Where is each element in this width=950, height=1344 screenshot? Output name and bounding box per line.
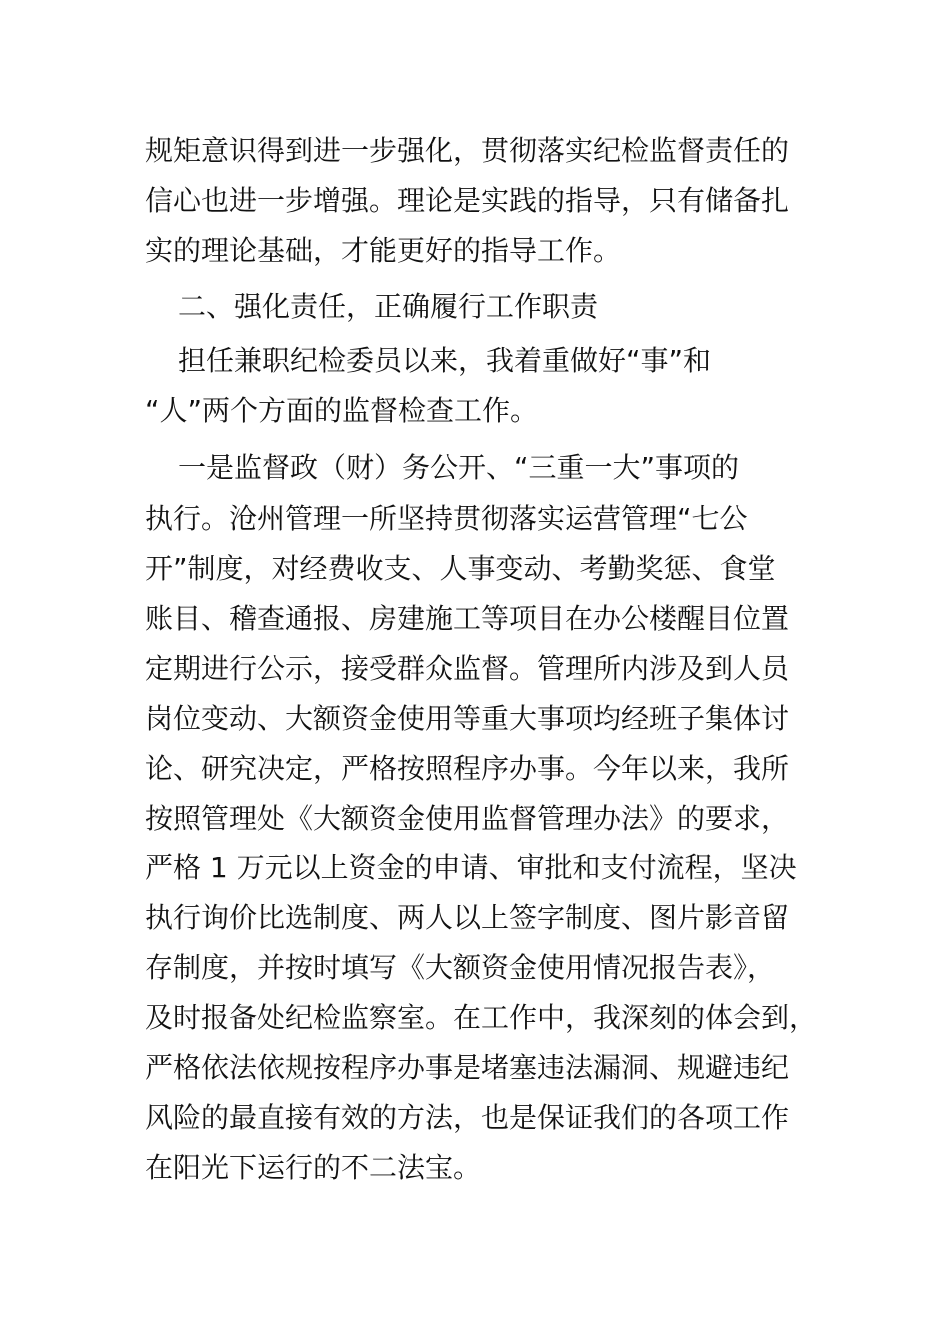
text-line: 规矩意识得到进一步强化，贯彻落实纪检监督责任的: [145, 134, 790, 167]
text-line: 按照管理处《大额资金使用监督管理办法》的要求，: [145, 802, 790, 835]
text-line: 及时报备处纪检监察室。在工作中，我深刻的体会到，: [145, 1001, 818, 1034]
text-line: 严格依法依规按程序办事是堵塞违法漏洞、规避违纪: [145, 1051, 790, 1084]
text-line: 论、研究决定，严格按照程序办事。今年以来，我所: [145, 752, 790, 785]
text-line: 在阳光下运行的不二法宝。: [145, 1151, 482, 1184]
text-line: “人”两个方面的监督检查工作。: [145, 394, 539, 427]
text-line: 开”制度，对经费收支、人事变动、考勤奖惩、食堂: [145, 552, 776, 585]
text-line: 定期进行公示，接受群众监督。管理所内涉及到人员: [145, 652, 790, 685]
text-line: 严格 1 万元以上资金的申请、审批和支付流程，坚决: [145, 851, 797, 884]
text-line: 实的理论基础，才能更好的指导工作。: [145, 234, 622, 267]
text-line: 风险的最直接有效的方法，也是保证我们的各项工作: [145, 1101, 790, 1134]
text-line: 执行询价比选制度、两人以上签字制度、图片影音留: [145, 901, 790, 934]
text-line: 执行。沧州管理一所坚持贯彻落实运营管理“七公: [145, 502, 748, 535]
section-heading: 二、强化责任，正确履行工作职责: [178, 290, 599, 323]
text-line: 岗位变动、大额资金使用等重大事项均经班子集体讨: [145, 702, 790, 735]
text-line: 存制度，并按时填写《大额资金使用情况报告表》，: [145, 951, 776, 984]
text-line: 担任兼职纪检委员以来，我着重做好“事”和: [178, 344, 712, 377]
text-line: 信心也进一步增强。理论是实践的指导，只有储备扎: [145, 184, 790, 217]
text-line: 账目、稽查通报、房建施工等项目在办公楼醒目位置: [145, 602, 790, 635]
text-line: 一是监督政（财）务公开、“三重一大”事项的: [178, 451, 740, 484]
